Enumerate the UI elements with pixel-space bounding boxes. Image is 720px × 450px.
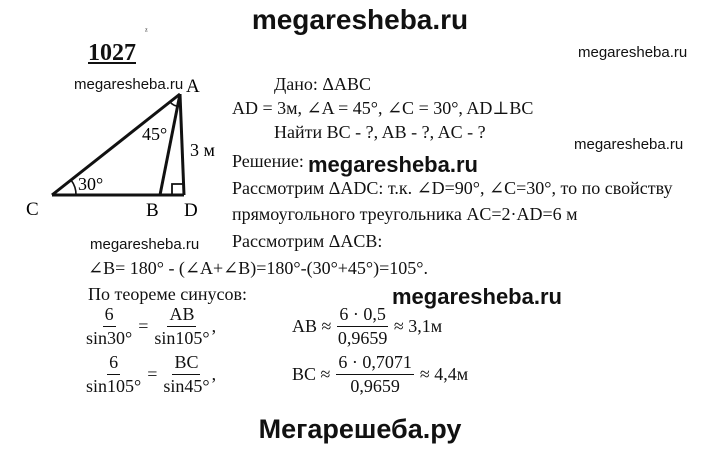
solution-line-2: прямоугольного треугольника AC=2·AD=6 м: [232, 204, 578, 224]
side-AD: [180, 94, 184, 195]
equation-sine-bc: $\frac{6}{\sin 105^\circ}$ = $\frac{BC}{\sin 45^\circ}$ ,: [86, 352, 217, 396]
watermark-top: megaresheba.ru: [251, 4, 469, 35]
solution-line-1: Рассмотрим ΔADC: т.к. ∠D=90°, ∠C=30°, то по свойству: [232, 178, 673, 198]
watermark-figure: megaresheba.ru: [74, 76, 184, 93]
equation-sine-ab: $\frac{6}{\sin 30^\circ}$ = $\frac{AB}{\sin 105^\circ}$ ,: [86, 304, 217, 348]
given-conditions: AD = 3м, ∠A = 45°, ∠C = 30°, AD⊥BC: [232, 98, 534, 118]
watermark-left: megaresheba.ru: [90, 236, 200, 253]
given-title: Дано: ΔABC: [274, 74, 371, 94]
watermark-right-2: megaresheba.ru: [574, 136, 684, 153]
solution-line-4: ∠B= 180° - (∠A+∠B)=180°-(30°+45°)=105°.: [88, 258, 428, 278]
label-C: C: [26, 199, 39, 220]
fraction: $\frac{BC}{\sin 45^\circ}$: [163, 352, 210, 396]
label-A: A: [186, 76, 200, 97]
theorem-line: По теореме синусов:: [88, 284, 247, 304]
fraction: $\frac{AB}{\sin 105^\circ}$: [154, 304, 210, 348]
problem-number: 1027: [88, 40, 136, 66]
watermark-bottom: Мегарешеба.ру: [258, 414, 462, 444]
equation-ab-value: AB ≈ $\frac{6 \cdot 0,5}{0,9659}$ ≈ 3,1м: [292, 304, 443, 348]
angle-C-arc: [71, 180, 76, 195]
watermark-solution: megaresheba.ru: [308, 152, 478, 177]
label-D: D: [184, 200, 198, 221]
stray-mark: ᶻ: [145, 26, 148, 37]
given-find: Найти BC - ?, AB - ?, AC - ?: [274, 122, 486, 142]
solution-line-3: Рассмотрим ΔACB:: [232, 231, 383, 251]
fraction: $\frac{6 \cdot 0,7071}{0,9659}$: [338, 352, 412, 396]
watermark-right: megaresheba.ru: [578, 44, 688, 61]
angle-A-label: 45°: [142, 124, 168, 144]
angle-C-label: 30°: [78, 174, 104, 194]
equation-bc-value: BC ≈ $\frac{6 \cdot 0,7071}{0,9659}$ ≈ 4,4м: [292, 352, 469, 396]
side-AD-label: 3 м: [190, 140, 215, 160]
solution-heading: Решение:: [232, 151, 304, 171]
label-B: B: [146, 200, 159, 221]
fraction: $\frac{6}{\sin 105^\circ}$: [86, 352, 142, 396]
fraction: $\frac{6}{\sin 30^\circ}$: [86, 304, 133, 348]
fraction: $\frac{6 \cdot 0,5}{0,9659}$: [337, 304, 388, 348]
watermark-theorem: megaresheba.ru: [392, 284, 562, 309]
